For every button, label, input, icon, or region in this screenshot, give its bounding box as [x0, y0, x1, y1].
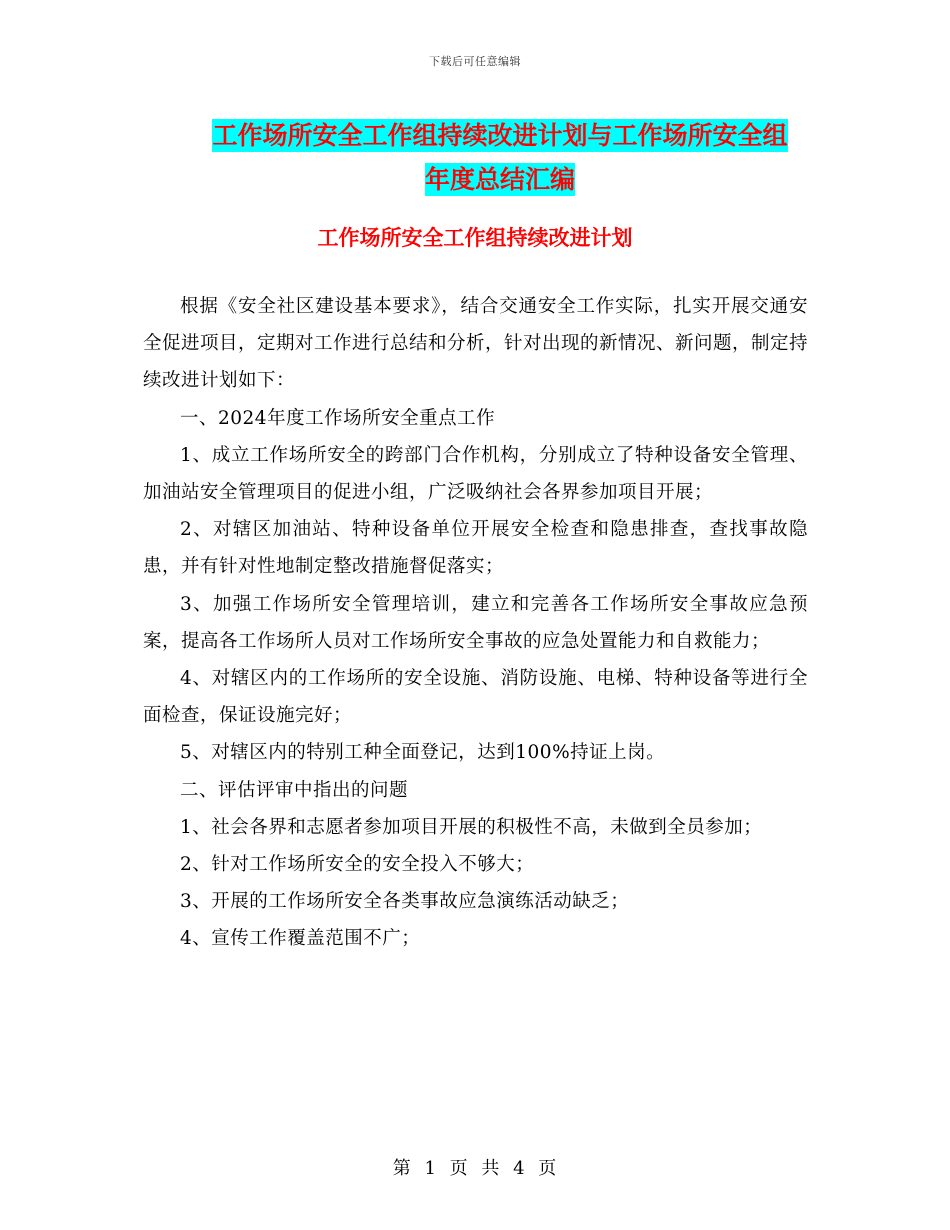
paragraph: 4、宣传工作覆盖范围不广；: [180, 928, 421, 950]
paragraph: 1、成立工作场所安全的跨部门合作机构，分别成立了特种设备安全管理、加油站安全管理项目的促进小组，广泛吸纳社会各界参加项目开展；: [143, 444, 808, 504]
footer-prefix: 第: [392, 1158, 412, 1179]
footer-page-unit: 页: [449, 1158, 469, 1179]
page-footer: [0, 1154, 950, 1180]
main-title-line-2: 年度总结汇编: [424, 165, 575, 194]
main-title: [160, 114, 840, 202]
paragraph: 2、针对工作场所安全的安全投入不够大；: [180, 854, 535, 876]
main-title-line-1: 工作场所安全工作组持续改进计划与工作场所安全组: [212, 121, 788, 150]
body-text: [143, 288, 808, 958]
paragraph: 根据《安全社区建设基本要求》，结合交通安全工作实际，扎实开展交通安全促进项目，定期对工作进行总结和分析，针对出现的新情况、新问题，制定持续改进计划如下：: [143, 296, 809, 392]
paragraph: 二、评估评审中指出的问题: [180, 779, 409, 801]
paragraph: 一、2024年度工作场所安全重点工作: [180, 407, 496, 429]
paragraph: 5、对辖区内的特别工种全面登记，达到100%持证上岗。: [180, 742, 666, 764]
section-title: 工作场所安全工作组持续改进计划: [317, 226, 633, 250]
header-note: 下载后可任意编辑: [429, 55, 521, 68]
paragraph: 1、社会各界和志愿者参加项目开展的积极性不高，未做到全员参加；: [180, 816, 763, 838]
footer-page-number: 1: [424, 1158, 437, 1179]
paragraph: 3、开展的工作场所安全各类事故应急演练活动缺乏；: [180, 891, 630, 913]
footer-total-prefix: 共: [481, 1158, 501, 1179]
paragraph: 4、对辖区内的工作场所的安全设施、消防设施、电梯、特种设备等进行全面检查，保证设施完好；: [143, 668, 808, 727]
footer-total-pages: 4: [513, 1158, 526, 1179]
footer-total-unit: 页: [538, 1158, 558, 1179]
paragraph: 2、对辖区加油站、特种设备单位开展安全检查和隐患排查，查找事故隐患，并有针对性地制定整改措施督促落实；: [143, 519, 808, 578]
paragraph: 3、加强工作场所安全管理培训，建立和完善各工作场所安全事故应急预案，提高各工作场所人员对工作场所安全事故的应急处置能力和自救能力；: [143, 593, 808, 652]
